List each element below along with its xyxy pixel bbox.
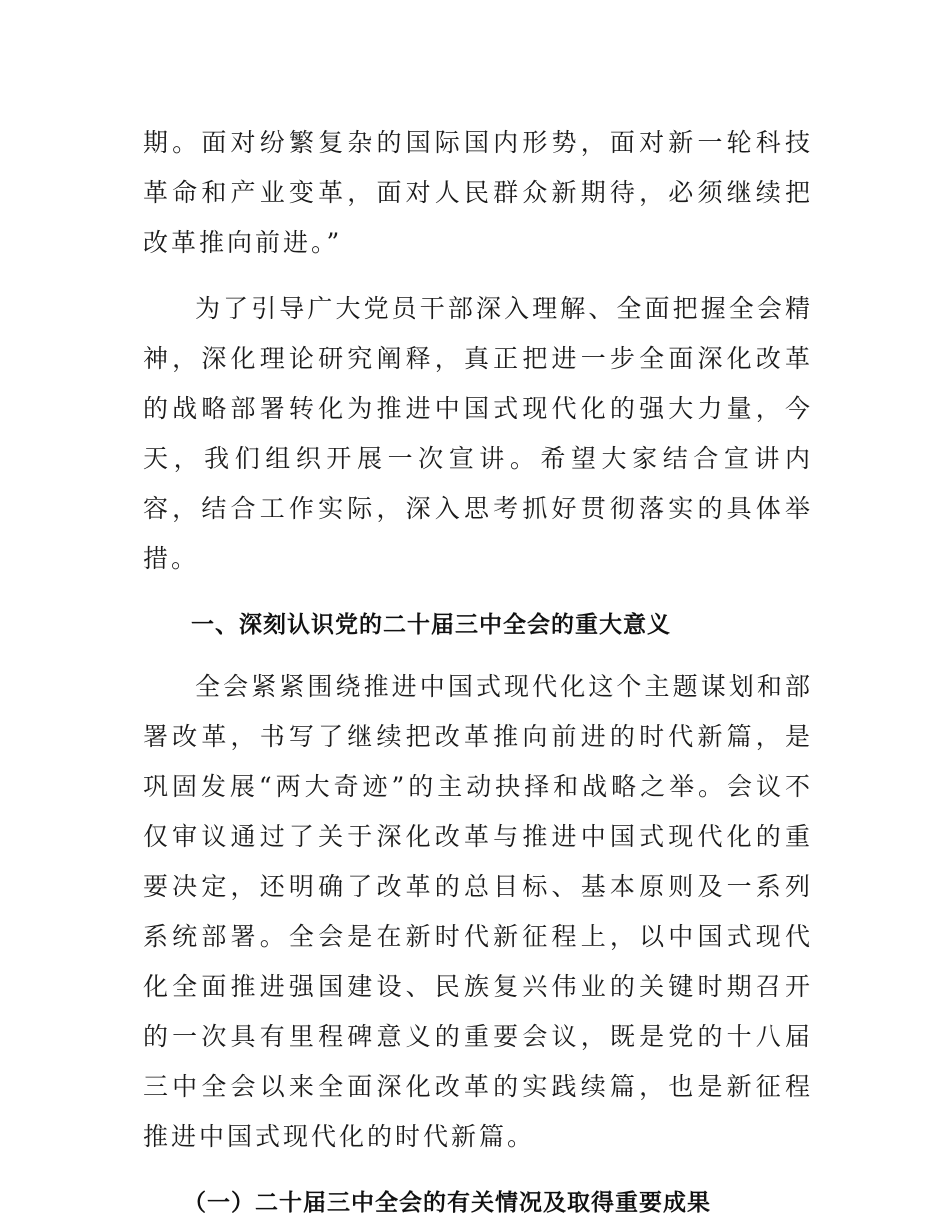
subsection-heading-1: （一）二十届三中全会的有关情况及取得重要成果 bbox=[183, 1190, 711, 1216]
paragraph-significance: 全会紧紧围绕推进中国式现代化这个主题谋划和部署改革，书写了继续把改革推向前进的时代新篇，是巩固发展“两大奇迹”的主动抉择和战略之举。会议不仅审议通过了关于深化改革与推进中国式现代化的重要决定，还明确了改革的总目标、基本原则及一系列系统部署。全会是在新时代新征程上，以中国式现代化全面推进强国建设、民族复兴伟业的关键时期召开的一次具有里程碑意义的重要会议，既是党的十八届三中全会以来全面深化改革的实践续篇，也是新征程推进中国式现代化的时代新篇。 bbox=[143, 672, 813, 1151]
paragraph-continuation: 期。面对纷繁复杂的国际国内形势，面对新一轮科技革命和产业变革，面对人民群众新期待，必须继续把改革推向前进。” bbox=[143, 128, 813, 257]
section-heading-1: 一、深刻认识党的二十届三中全会的重大意义 bbox=[191, 612, 671, 638]
document-body bbox=[143, 118, 813, 1228]
paragraph-introduction: 为了引导广大党员干部深入理解、全面把握全会精神，深化理论研究阐释，真正把进一步全面深化改革的战略部署转化为推进中国式现代化的强大力量，今天，我们组织开展一次宣讲。希望大家结合宣讲内容，结合工作实际，深入思考抓好贯彻落实的具体举措。 bbox=[143, 294, 813, 573]
